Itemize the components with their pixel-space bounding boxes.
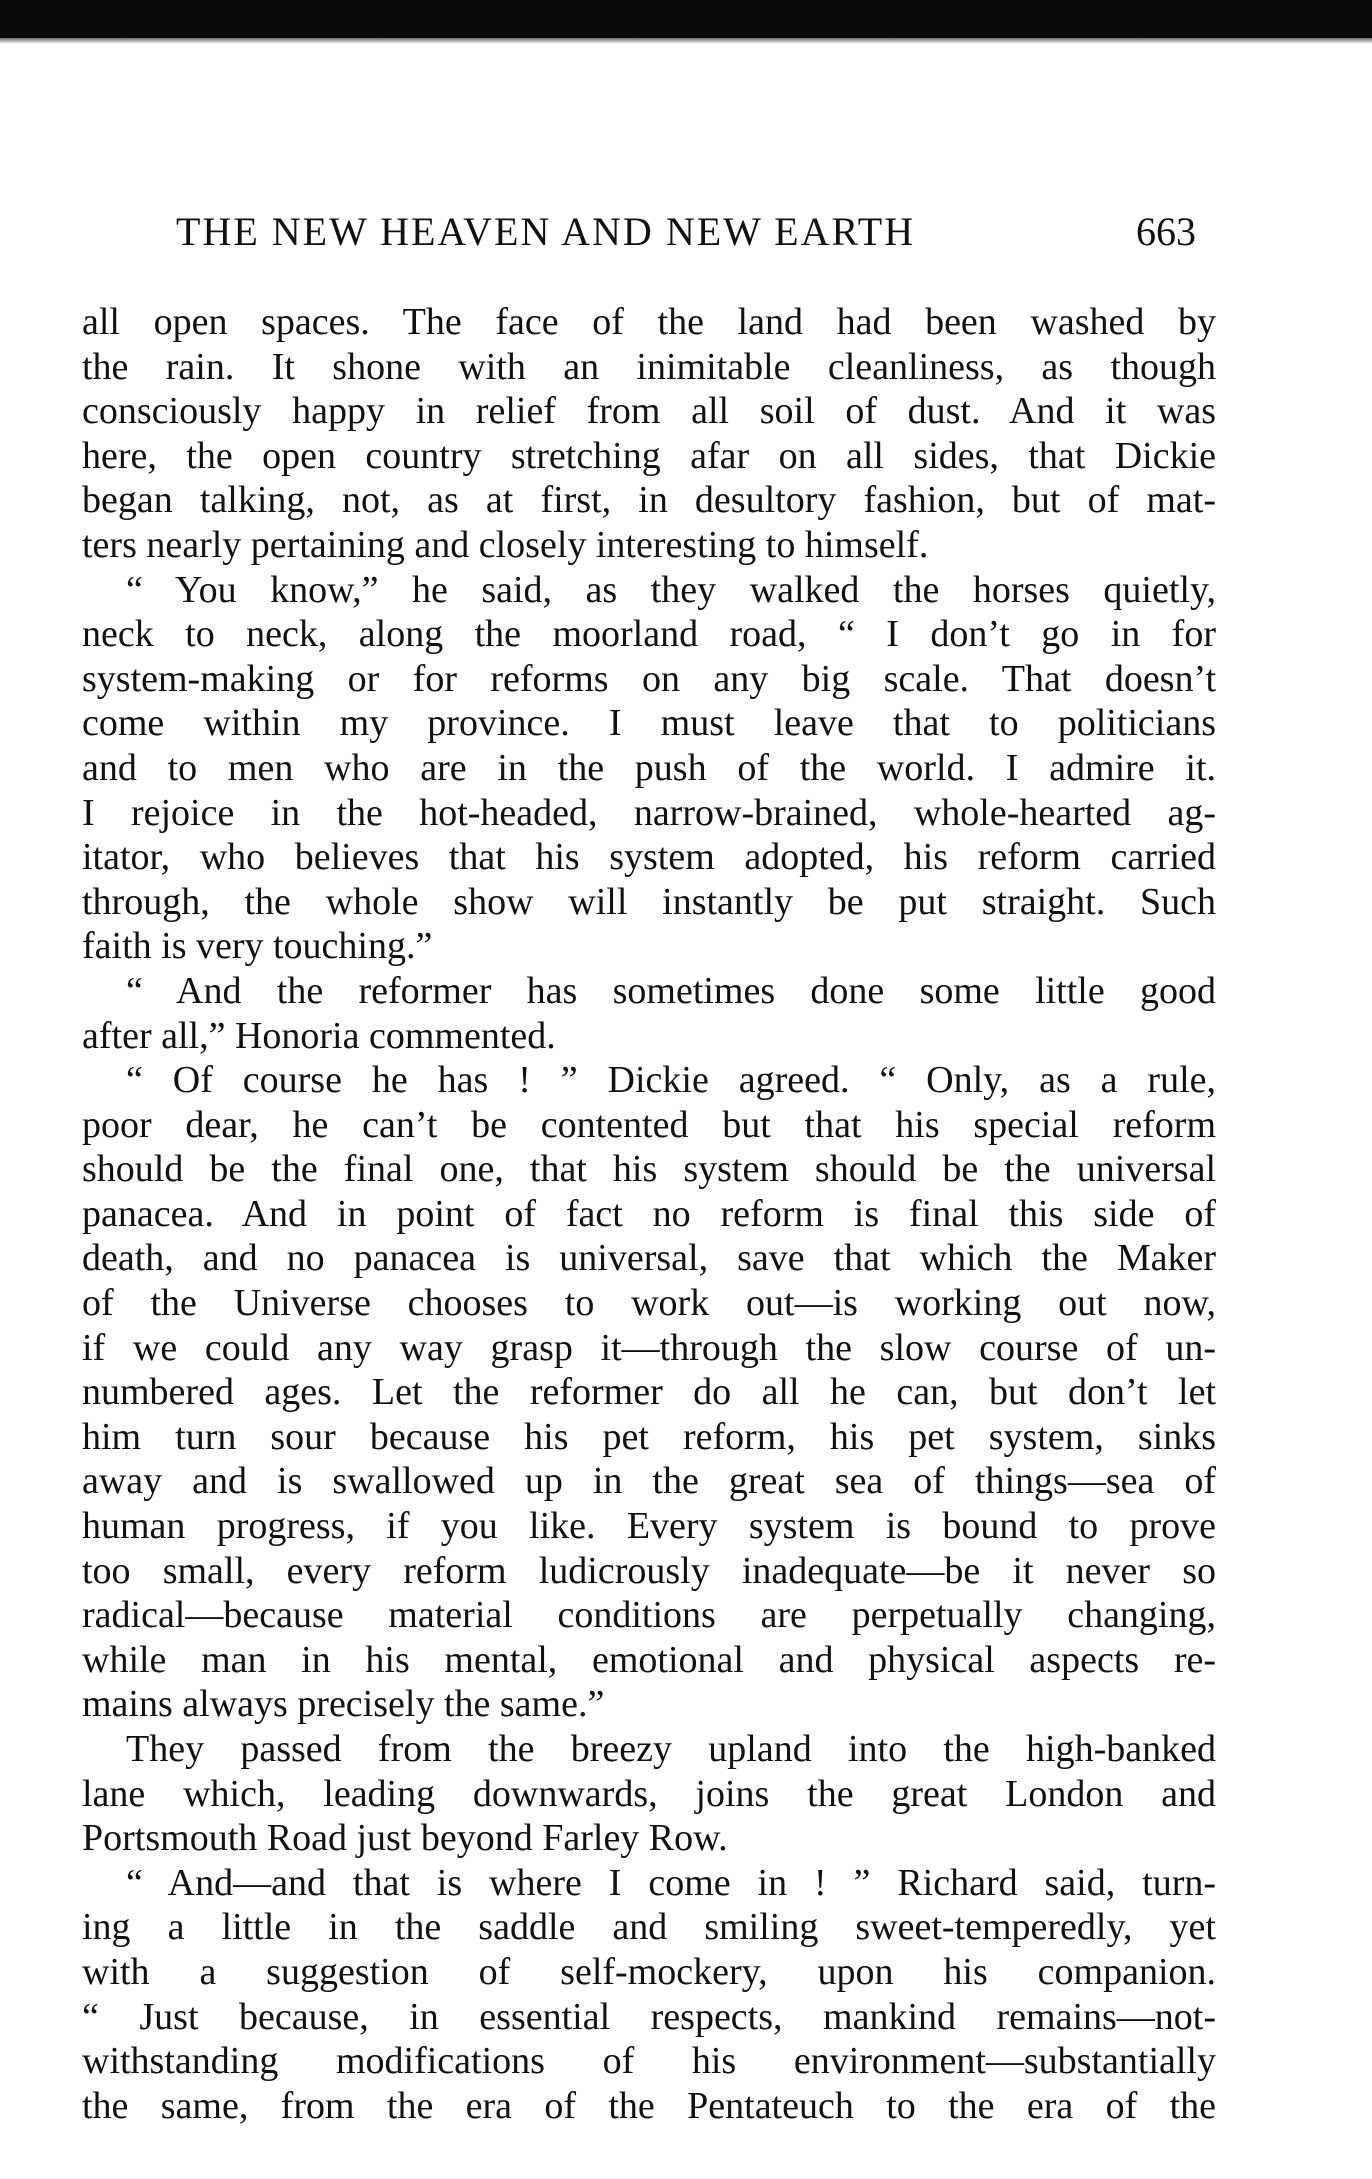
text-line: too small, every reform ludicrously inadequate—be it never so bbox=[82, 1549, 1216, 1592]
text-line: human progress, if you like. Every system is bound to prove bbox=[82, 1505, 1216, 1548]
text-line: They passed from the breezy upland into the high-banked bbox=[126, 1728, 1216, 1770]
text-line: poor dear, he can’t be contented but that his special reform bbox=[82, 1103, 1216, 1146]
text-line: withstanding modifications of his environment—substantially bbox=[82, 2040, 1216, 2083]
text-line: itator, who believes that his system adopted, his reform carried bbox=[82, 836, 1216, 879]
text-line: system-making or for reforms on any big scale. That doesn’t bbox=[82, 657, 1216, 700]
text-line: “ Just because, in essential respects, mankind remains—not- bbox=[82, 1995, 1216, 2038]
text-line: numbered ages. Let the reformer do all he can, but don’t let bbox=[82, 1371, 1216, 1414]
text-line: should be the final one, that his system should be the universal bbox=[82, 1148, 1216, 1191]
text-line: through, the whole show will instantly be put straight. Such bbox=[82, 880, 1216, 923]
body-text bbox=[82, 300, 1216, 2128]
text-line: with a suggestion of self-mockery, upon his companion. bbox=[82, 1950, 1216, 1993]
text-line: and to men who are in the push of the world. I admire it. bbox=[82, 746, 1216, 789]
text-line: Portsmouth Road just beyond Farley Row. bbox=[82, 1817, 728, 1860]
running-title: THE NEW HEAVEN AND NEW EARTH bbox=[176, 209, 916, 254]
text-line: mains always precisely the same.” bbox=[82, 1683, 605, 1726]
text-line: death, and no panacea is universal, save that which the Maker bbox=[82, 1237, 1216, 1280]
text-line: I rejoice in the hot-headed, narrow-brained, whole-hearted ag- bbox=[82, 791, 1216, 834]
text-line: all open spaces. The face of the land had been washed by bbox=[82, 301, 1216, 343]
text-line: “ You know,” he said, as they walked the horses quietly, bbox=[126, 568, 1216, 611]
text-line: faith is very touching.” bbox=[82, 925, 433, 968]
text-line: panacea. And in point of fact no reform is final this side of bbox=[82, 1192, 1216, 1235]
text-line: here, the open country stretching afar on all sides, that Dickie bbox=[82, 434, 1216, 477]
text-line: the rain. It shone with an inimitable cleanliness, as though bbox=[82, 345, 1216, 388]
running-head bbox=[176, 208, 1196, 268]
text-line: ing a little in the saddle and smiling sweet-temperedly, yet bbox=[82, 1906, 1216, 1949]
text-line: him turn sour because his pet reform, his pet system, sinks bbox=[82, 1415, 1216, 1458]
text-line: began talking, not, as at first, in desultory fashion, but of mat- bbox=[82, 479, 1216, 522]
text-line: neck to neck, along the moorland road, “ I don’t go in for bbox=[82, 613, 1216, 656]
text-line: “ And the reformer has sometimes done some little good bbox=[126, 969, 1216, 1012]
text-line: ters nearly pertaining and closely interesting to himself. bbox=[82, 523, 929, 566]
text-line: “ And—and that is where I come in ! ” Richard said, turn- bbox=[126, 1861, 1216, 1904]
text-line: radical—because material conditions are perpetually changing, bbox=[82, 1594, 1216, 1637]
text-line: after all,” Honoria commented. bbox=[82, 1014, 556, 1057]
text-line: of the Universe chooses to work out—is working out now, bbox=[82, 1282, 1216, 1325]
text-line: “ Of course he has ! ” Dickie agreed. “ Only, as a rule, bbox=[126, 1059, 1216, 1102]
text-line: if we could any way grasp it—through the slow course of un- bbox=[82, 1326, 1216, 1369]
text-line: away and is swallowed up in the great sea of things—sea of bbox=[82, 1460, 1216, 1503]
text-line: the same, from the era of the Pentateuch to the era of the bbox=[82, 2084, 1216, 2127]
page-number: 663 bbox=[1136, 209, 1196, 254]
text-line: consciously happy in relief from all soil of dust. And it was bbox=[82, 390, 1216, 433]
text-line: come within my province. I must leave that to politicians bbox=[82, 702, 1216, 745]
text-line: while man in his mental, emotional and physical aspects re- bbox=[82, 1638, 1216, 1681]
text-line: lane which, leading downwards, joins the great London and bbox=[82, 1772, 1216, 1815]
